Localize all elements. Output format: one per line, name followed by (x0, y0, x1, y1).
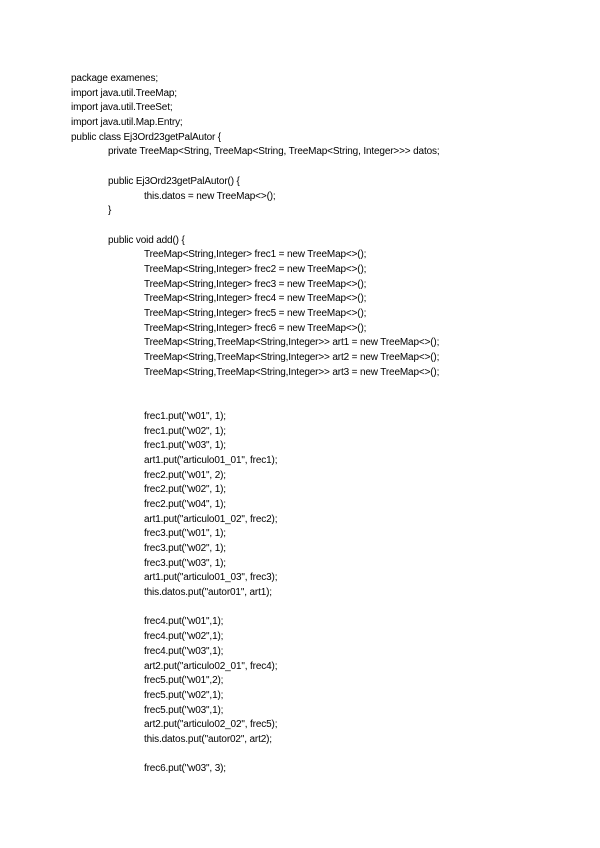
code-line: public void add() { (108, 234, 185, 246)
code-line: art1.put("articulo01_01", frec1); (144, 454, 278, 466)
code-line: frec1.put("w02", 1); (144, 425, 226, 437)
blank-line (71, 380, 571, 395)
code-line: TreeMap<String,TreeMap<String,Integer>> art1 = new TreeMap<>(); (144, 337, 440, 349)
code-line: frec2.put("w04", 1); (144, 498, 226, 510)
code-line: TreeMap<String,Integer> frec6 = new TreeMap<>(); (144, 322, 367, 334)
code-line: frec4.put("w01",1); (144, 616, 224, 628)
code-line: frec1.put("w03", 1); (144, 440, 226, 452)
blank-line (71, 748, 571, 763)
code-line: TreeMap<String,Integer> frec4 = new TreeMap<>(); (144, 293, 367, 305)
code-line: TreeMap<String,Integer> frec1 = new TreeMap<>(); (144, 249, 367, 261)
code-line: frec2.put("w01", 2); (144, 469, 226, 481)
code-line: frec2.put("w02", 1); (144, 484, 226, 496)
code-line: import java.util.TreeMap; (71, 87, 177, 99)
code-line: frec3.put("w03", 1); (144, 557, 226, 569)
code-line: this.datos = new TreeMap<>(); (144, 190, 276, 202)
code-line: this.datos.put("autor01", art1); (144, 587, 272, 599)
blank-line (71, 219, 571, 234)
code-line: art2.put("articulo02_02", frec5); (144, 719, 278, 731)
code-line: public Ej3Ord23getPalAutor() { (108, 175, 240, 187)
code-line: TreeMap<String,Integer> frec3 = new TreeMap<>(); (144, 278, 367, 290)
code-line: frec5.put("w03",1); (144, 704, 224, 716)
code-line: frec4.put("w03",1); (144, 645, 224, 657)
code-line: } (108, 205, 112, 217)
code-line: this.datos.put("autor02", art2); (144, 733, 272, 745)
code-line: frec5.put("w01",2); (144, 675, 224, 687)
code-line: package examenes; (71, 73, 158, 84)
code-line: TreeMap<String,Integer> frec5 = new TreeMap<>(); (144, 308, 367, 319)
blank-line (71, 601, 571, 616)
code-line: frec1.put("w01", 1); (144, 410, 226, 422)
code-line: frec3.put("w02", 1); (144, 543, 226, 554)
code-line: TreeMap<String,Integer> frec2 = new TreeMap<>(); (144, 263, 367, 275)
code-line: public class Ej3Ord23getPalAutor { (71, 131, 221, 143)
code-line: private TreeMap<String, TreeMap<String, TreeMap<String, Integer>>> datos; (108, 146, 440, 158)
code-line: frec6.put("w03", 3); (144, 763, 226, 775)
code-line: art1.put("articulo01_03", frec3); (144, 572, 278, 584)
code-line: art2.put("articulo02_01", frec4); (144, 660, 278, 672)
code-line: frec4.put("w02",1); (144, 631, 224, 643)
blank-line (71, 395, 571, 410)
code-line: TreeMap<String,TreeMap<String,Integer>> art3 = new TreeMap<>(); (144, 366, 440, 378)
code-line: frec5.put("w02",1); (144, 689, 224, 701)
code-line: import java.util.Map.Entry; (71, 117, 183, 129)
code-line: TreeMap<String,TreeMap<String,Integer>> art2 = new TreeMap<>(); (144, 352, 440, 364)
code-line: frec3.put("w01", 1); (144, 528, 226, 540)
blank-line (71, 160, 571, 175)
code-line: art1.put("articulo01_02", frec2); (144, 513, 278, 525)
code-listing (71, 72, 571, 777)
code-line: import java.util.TreeSet; (71, 102, 173, 114)
